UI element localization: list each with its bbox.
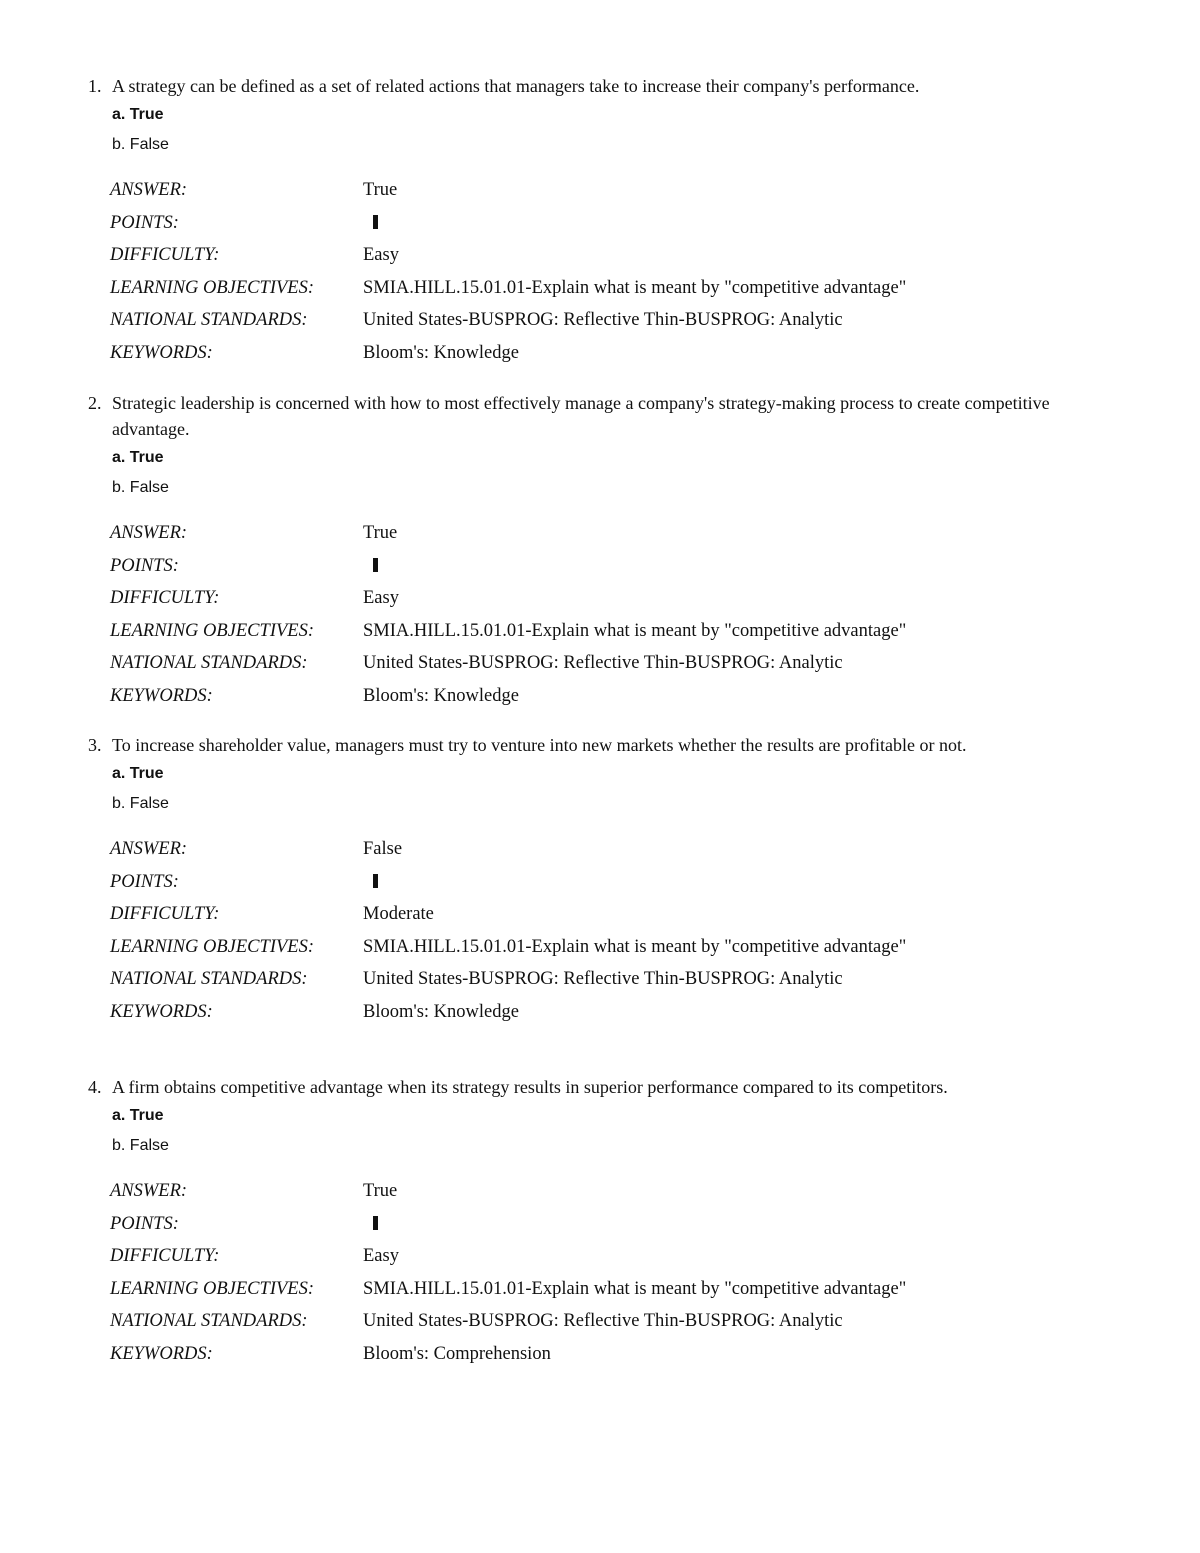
points-mark	[373, 215, 378, 229]
question-stem	[88, 390, 1118, 442]
option-b: b. False	[112, 479, 169, 496]
national-standards-label: NATIONAL STANDARDS:	[110, 310, 308, 330]
question-text: A strategy can be defined as a set of related actions that managers take to increase their company's performance.	[112, 76, 920, 96]
question-text: A firm obtains competitive advantage when its strategy results in superior performance compared to its competitors.	[112, 1077, 948, 1097]
question-metadata	[88, 175, 1118, 370]
national-standards-row	[110, 648, 1118, 681]
answer-row	[110, 1176, 1118, 1209]
answer-label: ANSWER:	[110, 523, 188, 543]
question-number: 4.	[88, 1077, 102, 1097]
keywords-row	[110, 338, 1118, 371]
answer-label: ANSWER:	[110, 1181, 188, 1201]
question-number: 2.	[88, 393, 102, 413]
national-standards-row	[110, 1306, 1118, 1339]
points-mark	[373, 558, 378, 572]
difficulty-row	[110, 899, 1118, 932]
question-metadata	[88, 1176, 1118, 1371]
keywords-row	[110, 997, 1118, 1030]
option-b: b. False	[112, 1137, 169, 1154]
option-a: a. True	[112, 765, 164, 782]
national-standards-label: NATIONAL STANDARDS:	[110, 653, 308, 673]
keywords-label: KEYWORDS:	[110, 1343, 213, 1364]
keywords-label: KEYWORDS:	[110, 1001, 213, 1022]
answer-row	[110, 834, 1118, 867]
difficulty-label: DIFFICULTY:	[110, 1246, 220, 1266]
points-mark	[373, 1216, 378, 1230]
question-number: 3.	[88, 735, 102, 755]
keywords-row	[110, 1339, 1118, 1372]
keywords-value: Bloom's: Knowledge	[363, 685, 519, 706]
points-value	[363, 551, 378, 584]
learning-objectives-value: SMIA.HILL.15.01.01-Explain what is meant by "competitive advantage"	[363, 936, 907, 957]
difficulty-value: Easy	[363, 245, 399, 265]
answer-options	[88, 101, 1118, 163]
answer-options	[88, 760, 1118, 822]
option-b: b. False	[112, 795, 169, 812]
answer-value: True	[363, 1181, 398, 1201]
keywords-row	[110, 681, 1118, 714]
question-number: 1.	[88, 76, 102, 96]
question-stem	[88, 73, 1118, 99]
national-standards-value: United States-BUSPROG: Reflective Thin-BUSPROG: Analytic	[363, 969, 843, 989]
answer-options	[88, 444, 1118, 506]
difficulty-value: Easy	[363, 1246, 399, 1266]
answer-row	[110, 175, 1118, 208]
option-b: b. False	[112, 136, 169, 153]
national-standards-label: NATIONAL STANDARDS:	[110, 969, 308, 989]
national-standards-value: United States-BUSPROG: Reflective Thin-BUSPROG: Analytic	[363, 1311, 843, 1331]
points-mark	[373, 874, 378, 888]
answer-value: False	[363, 839, 403, 859]
difficulty-row	[110, 240, 1118, 273]
learning-objectives-row	[110, 932, 1118, 965]
keywords-value: Bloom's: Knowledge	[363, 342, 519, 363]
national-standards-row	[110, 964, 1118, 997]
points-row	[110, 208, 1118, 241]
answer-label: ANSWER:	[110, 839, 188, 859]
learning-objectives-value: SMIA.HILL.15.01.01-Explain what is meant by "competitive advantage"	[363, 1278, 907, 1299]
question-2	[88, 390, 1118, 713]
points-label: POINTS:	[110, 1213, 179, 1234]
option-a: a. True	[112, 449, 164, 466]
points-row	[110, 551, 1118, 584]
question-metadata	[88, 834, 1118, 1029]
points-label: POINTS:	[110, 555, 179, 576]
question-3	[88, 732, 1118, 1029]
answer-row	[110, 518, 1118, 551]
difficulty-label: DIFFICULTY:	[110, 588, 220, 608]
national-standards-value: United States-BUSPROG: Reflective Thin-BUSPROG: Analytic	[363, 653, 843, 673]
learning-objectives-row	[110, 616, 1118, 649]
learning-objectives-row	[110, 1274, 1118, 1307]
option-a: a. True	[112, 106, 164, 123]
difficulty-value: Moderate	[363, 904, 434, 924]
difficulty-row	[110, 1241, 1118, 1274]
answer-options	[88, 1102, 1118, 1164]
question-text: Strategic leadership is concerned with how to most effectively manage a company's strategy-making process to create competitive advantage.	[112, 393, 1050, 439]
learning-objectives-label: LEARNING OBJECTIVES:	[110, 1278, 314, 1299]
points-row	[110, 867, 1118, 900]
option-a: a. True	[112, 1107, 164, 1124]
keywords-label: KEYWORDS:	[110, 342, 213, 363]
answer-label: ANSWER:	[110, 180, 188, 200]
points-row	[110, 1209, 1118, 1242]
learning-objectives-label: LEARNING OBJECTIVES:	[110, 936, 314, 957]
answer-value: True	[363, 523, 398, 543]
points-label: POINTS:	[110, 871, 179, 892]
national-standards-row	[110, 305, 1118, 338]
question-4	[88, 1074, 1118, 1371]
difficulty-value: Easy	[363, 588, 399, 608]
keywords-value: Bloom's: Comprehension	[363, 1343, 551, 1364]
points-value	[363, 1209, 378, 1242]
learning-objectives-label: LEARNING OBJECTIVES:	[110, 277, 314, 298]
difficulty-label: DIFFICULTY:	[110, 904, 220, 924]
answer-value: True	[363, 180, 398, 200]
question-metadata	[88, 518, 1118, 713]
points-value	[363, 208, 378, 241]
learning-objectives-label: LEARNING OBJECTIVES:	[110, 620, 314, 641]
learning-objectives-value: SMIA.HILL.15.01.01-Explain what is meant by "competitive advantage"	[363, 277, 907, 298]
learning-objectives-value: SMIA.HILL.15.01.01-Explain what is meant by "competitive advantage"	[363, 620, 907, 641]
national-standards-value: United States-BUSPROG: Reflective Thin-BUSPROG: Analytic	[363, 310, 843, 330]
question-stem	[88, 1074, 1118, 1100]
question-stem	[88, 732, 1118, 758]
national-standards-label: NATIONAL STANDARDS:	[110, 1311, 308, 1331]
question-1	[88, 73, 1118, 370]
keywords-label: KEYWORDS:	[110, 685, 213, 706]
keywords-value: Bloom's: Knowledge	[363, 1001, 519, 1022]
points-value	[363, 867, 378, 900]
difficulty-label: DIFFICULTY:	[110, 245, 220, 265]
question-text: To increase shareholder value, managers must try to venture into new markets whether the results are profitable or not.	[112, 735, 967, 755]
difficulty-row	[110, 583, 1118, 616]
learning-objectives-row	[110, 273, 1118, 306]
points-label: POINTS:	[110, 212, 179, 233]
